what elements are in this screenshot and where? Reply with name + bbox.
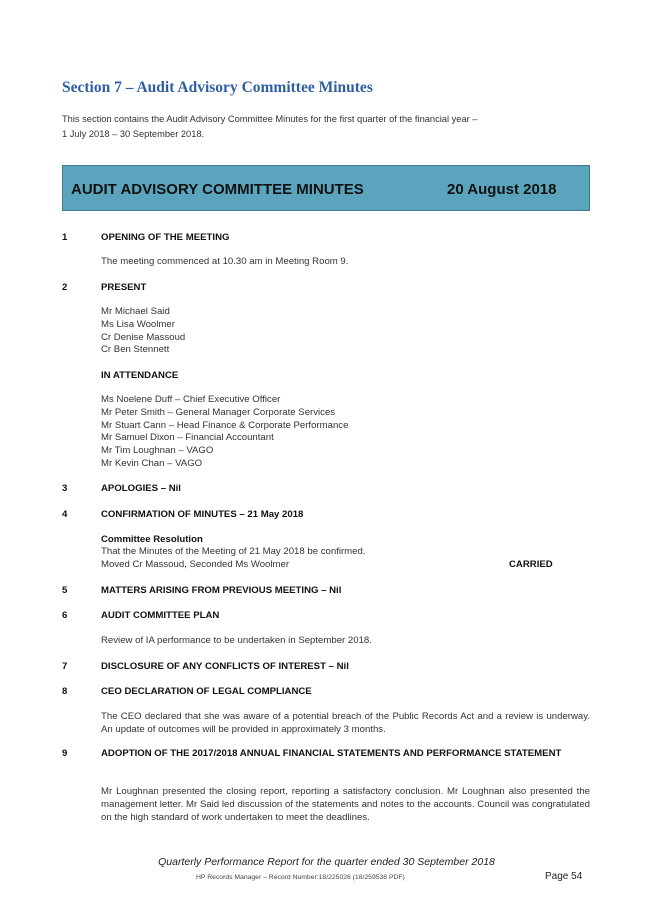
intro-line-2: 1 July 2018 – 30 September 2018. [62,129,205,139]
item-number: 4 [62,509,68,520]
item-number: 3 [62,483,68,494]
item-heading: APOLOGIES – Nil [101,483,181,494]
resolution-text [101,546,366,572]
item-text: Review of IA performance to be undertaken in September 2018. [101,635,372,646]
footer-record-ref: HP Records Manager – Record Number:18/225026 (18/259538 PDF) [196,874,405,881]
item-heading: DISCLOSURE OF ANY CONFLICTS OF INTEREST – Nil [101,661,349,672]
page-number: Page 54 [545,871,583,882]
item-number: 1 [62,232,68,243]
item-heading: OPENING OF THE MEETING [101,232,230,243]
resolution-heading: Committee Resolution [101,534,203,545]
list-item: Cr Denise Massoud [101,331,186,343]
present-list [101,306,185,357]
minutes-banner [62,165,590,211]
section-title: Section 7 – Audit Advisory Committee Minutes [62,79,373,96]
item-number: 7 [62,661,68,672]
resolution-line: That the Minutes of the Meeting of 21 May 2018 be confirmed. [101,546,366,557]
item-number: 5 [62,585,68,596]
item-text: The meeting commenced at 10.30 am in Meeting Room 9. [101,256,349,267]
list-item: Ms Lisa Woolmer [101,318,175,330]
list-item: Mr Kevin Chan – VAGO [101,457,203,469]
banner-title: AUDIT ADVISORY COMMITTEE MINUTES [71,181,364,198]
item-number: 8 [62,686,68,697]
attendance-heading: IN ATTENDANCE [101,370,179,381]
item-text: Mr Loughnan presented the closing report, reporting a satisfactory conclusion. Mr Loughnan also presented the management letter. Mr Said led discussion of the statements and notes to the accounts. Council was congratulated on the high standard of work undertaken to meet the deadlines. [101,786,590,823]
list-item: Mr Samuel Dixon – Financial Accountant [101,432,274,444]
list-item: Mr Stuart Cann – Head Finance & Corporate Performance [101,419,349,431]
intro-paragraph [62,112,582,142]
footer-title: Quarterly Performance Report for the quarter ended 30 September 2018 [158,856,495,868]
item-heading: AUDIT COMMITTEE PLAN [101,610,220,621]
banner-date: 20 August 2018 [447,181,557,198]
list-item: Mr Tim Loughnan – VAGO [101,445,214,457]
list-item: Mr Michael Said [101,306,170,317]
item-heading: MATTERS ARISING FROM PREVIOUS MEETING – Nil [101,585,342,596]
list-item: Mr Peter Smith – General Manager Corporate Services [101,406,336,418]
intro-line-1: This section contains the Audit Advisory Committee Minutes for the first quarter of the financial year – [62,114,478,124]
item-heading: ADOPTION OF THE 2017/2018 ANNUAL FINANCIAL STATEMENTS AND PERFORMANCE STATEMENT [101,748,562,759]
item-number: 9 [62,748,68,759]
item-heading: PRESENT [101,282,147,293]
item-number: 6 [62,610,68,621]
resolution-line: Moved Cr Massoud, Seconded Ms Woolmer [101,558,290,570]
item-heading: CEO DECLARATION OF LEGAL COMPLIANCE [101,686,312,697]
item-number: 2 [62,282,68,293]
attendance-list [101,394,348,471]
carried-status: CARRIED [509,559,553,570]
item-heading: CONFIRMATION OF MINUTES – 21 May 2018 [101,509,304,520]
list-item: Ms Noelene Duff – Chief Executive Officer [101,394,281,405]
list-item: Cr Ben Stennett [101,344,170,356]
item-text: The CEO declared that she was aware of a potential breach of the Public Records Act and a review is underway. An update of outcomes will be provided in approximately 3 months. [101,711,590,735]
